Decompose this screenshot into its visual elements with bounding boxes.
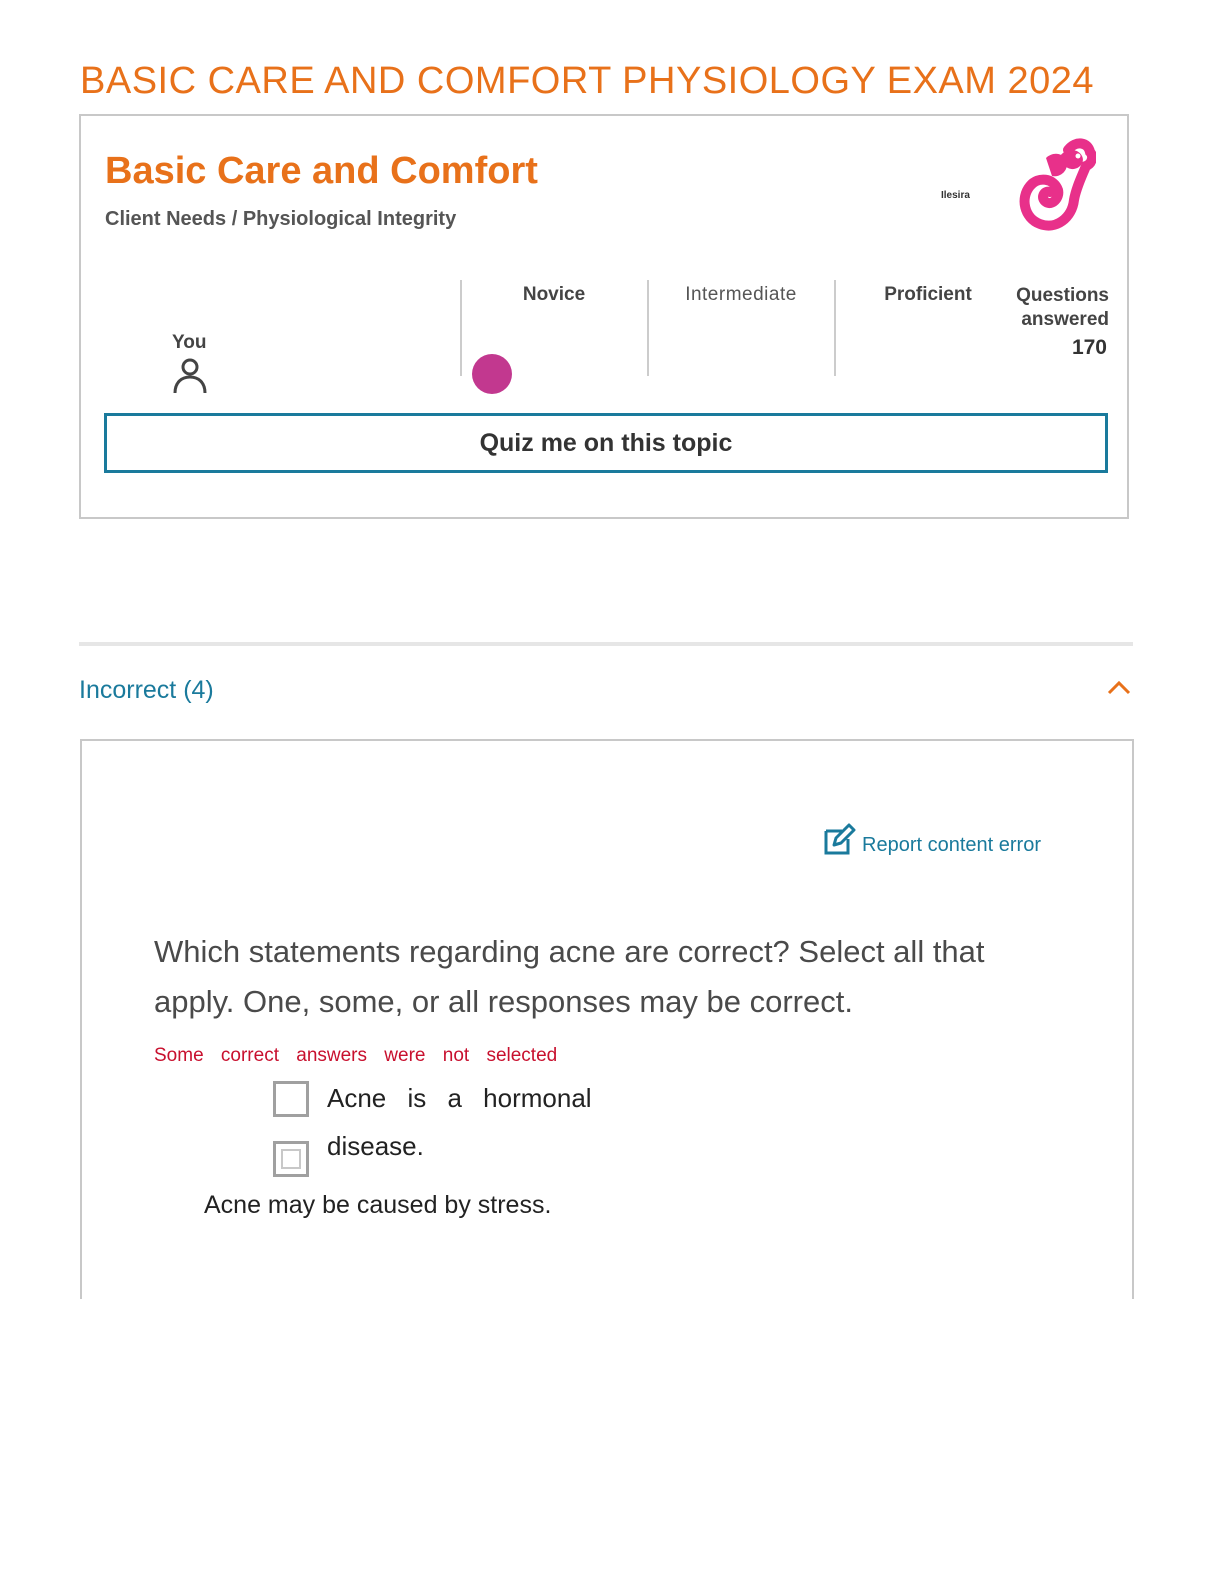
level-intermediate: Intermediate — [685, 284, 797, 305]
option-label: Acne is a hormonal — [327, 1083, 592, 1113]
report-content-error-label: Report content error — [862, 833, 1041, 856]
edit-icon — [822, 823, 856, 857]
questions-answered-count: 170 — [1071, 336, 1107, 359]
question-text: Which statements regarding acne are correct? Select all that apply. One, some, or all responses may be correct. — [154, 934, 985, 1019]
progress-marker — [472, 354, 512, 394]
option-label: disease. — [327, 1131, 424, 1161]
question-card — [80, 739, 1134, 1299]
option-checkbox[interactable] — [273, 1141, 309, 1177]
checkbox-inner — [281, 1149, 301, 1169]
level-novice: Novice — [522, 284, 586, 305]
incorrect-section-toggle[interactable]: Incorrect (4) — [79, 676, 214, 704]
option-checkbox[interactable] — [273, 1081, 309, 1117]
brand-label: Ilesira — [941, 190, 970, 201]
quiz-me-button[interactable]: Quiz me on this topic — [104, 413, 1108, 473]
section-divider — [79, 642, 1133, 646]
chameleon-logo-icon — [1016, 138, 1096, 233]
topic-title: Basic Care and Comfort — [105, 150, 538, 192]
chevron-up-icon[interactable] — [1106, 678, 1132, 696]
you-label: You — [172, 332, 207, 353]
level-proficient: Proficient — [884, 284, 972, 305]
answer-feedback: Some correct answers were not selected — [154, 1045, 558, 1066]
topic-summary-card — [79, 114, 1129, 519]
document-title: BASIC CARE AND COMFORT PHYSIOLOGY EXAM 2024 — [80, 60, 1095, 102]
topic-subtitle: Client Needs / Physiological Integrity — [105, 208, 457, 230]
user-icon — [172, 356, 208, 394]
questions-answered-label: Questions answered — [1016, 285, 1109, 330]
report-content-error-link[interactable] — [822, 823, 1041, 857]
option-label: Acne may be caused by stress. — [204, 1191, 552, 1219]
